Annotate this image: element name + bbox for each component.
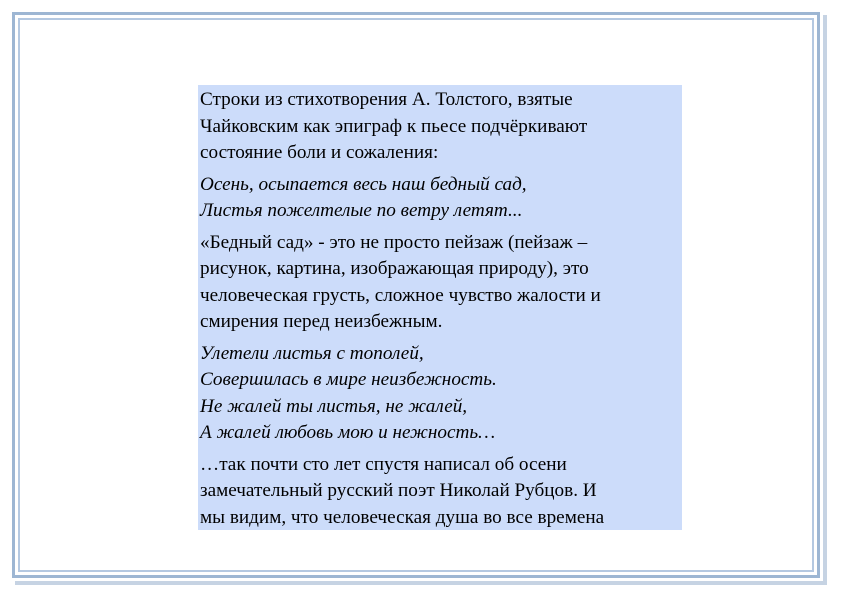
rubtsov-verse bbox=[200, 341, 680, 447]
verse-line: Не жалей ты листья, не жалей, bbox=[200, 395, 468, 417]
closing-paragraph bbox=[200, 452, 680, 531]
verse-line: Осень, осыпается весь наш бедный сад, bbox=[200, 173, 527, 195]
text-line: мы видим, что человеческая душа во все времена bbox=[200, 506, 605, 528]
text-line: …так почти сто лет спустя написал об осени bbox=[200, 453, 567, 475]
text-line: состояние боли и сожаления: bbox=[200, 142, 439, 163]
verse-line: А жалей любовь мою и нежность… bbox=[200, 422, 496, 443]
text-box bbox=[198, 85, 682, 530]
text-line: человеческая грусть, сложное чувство жалости и bbox=[200, 284, 601, 306]
verse-line: Совершилась в мире неизбежность. bbox=[200, 369, 497, 390]
frame-shadow-bottom bbox=[15, 581, 827, 585]
text-line: рисунок, картина, изображающая природу), это bbox=[200, 258, 589, 279]
text-line: замечательный русский поэт Николай Рубцов. И bbox=[200, 480, 597, 501]
verse-line: Улетели листья с тополей, bbox=[200, 342, 424, 364]
tolstoy-verse bbox=[200, 172, 680, 225]
text-line: Чайковским как эпиграф к пьесе подчёркивают bbox=[200, 115, 588, 137]
text-line: Строки из стихотворения А. Толстого, взятые bbox=[200, 89, 573, 110]
frame-shadow-right bbox=[823, 15, 827, 581]
analysis-paragraph bbox=[200, 230, 680, 336]
verse-line: Листья пожелтелые по ветру летят... bbox=[200, 200, 523, 221]
intro-paragraph bbox=[200, 87, 680, 167]
text-line: смирения перед неизбежным. bbox=[200, 311, 443, 332]
text-line: «Бедный сад» - это не просто пейзаж (пейзаж – bbox=[200, 231, 588, 253]
